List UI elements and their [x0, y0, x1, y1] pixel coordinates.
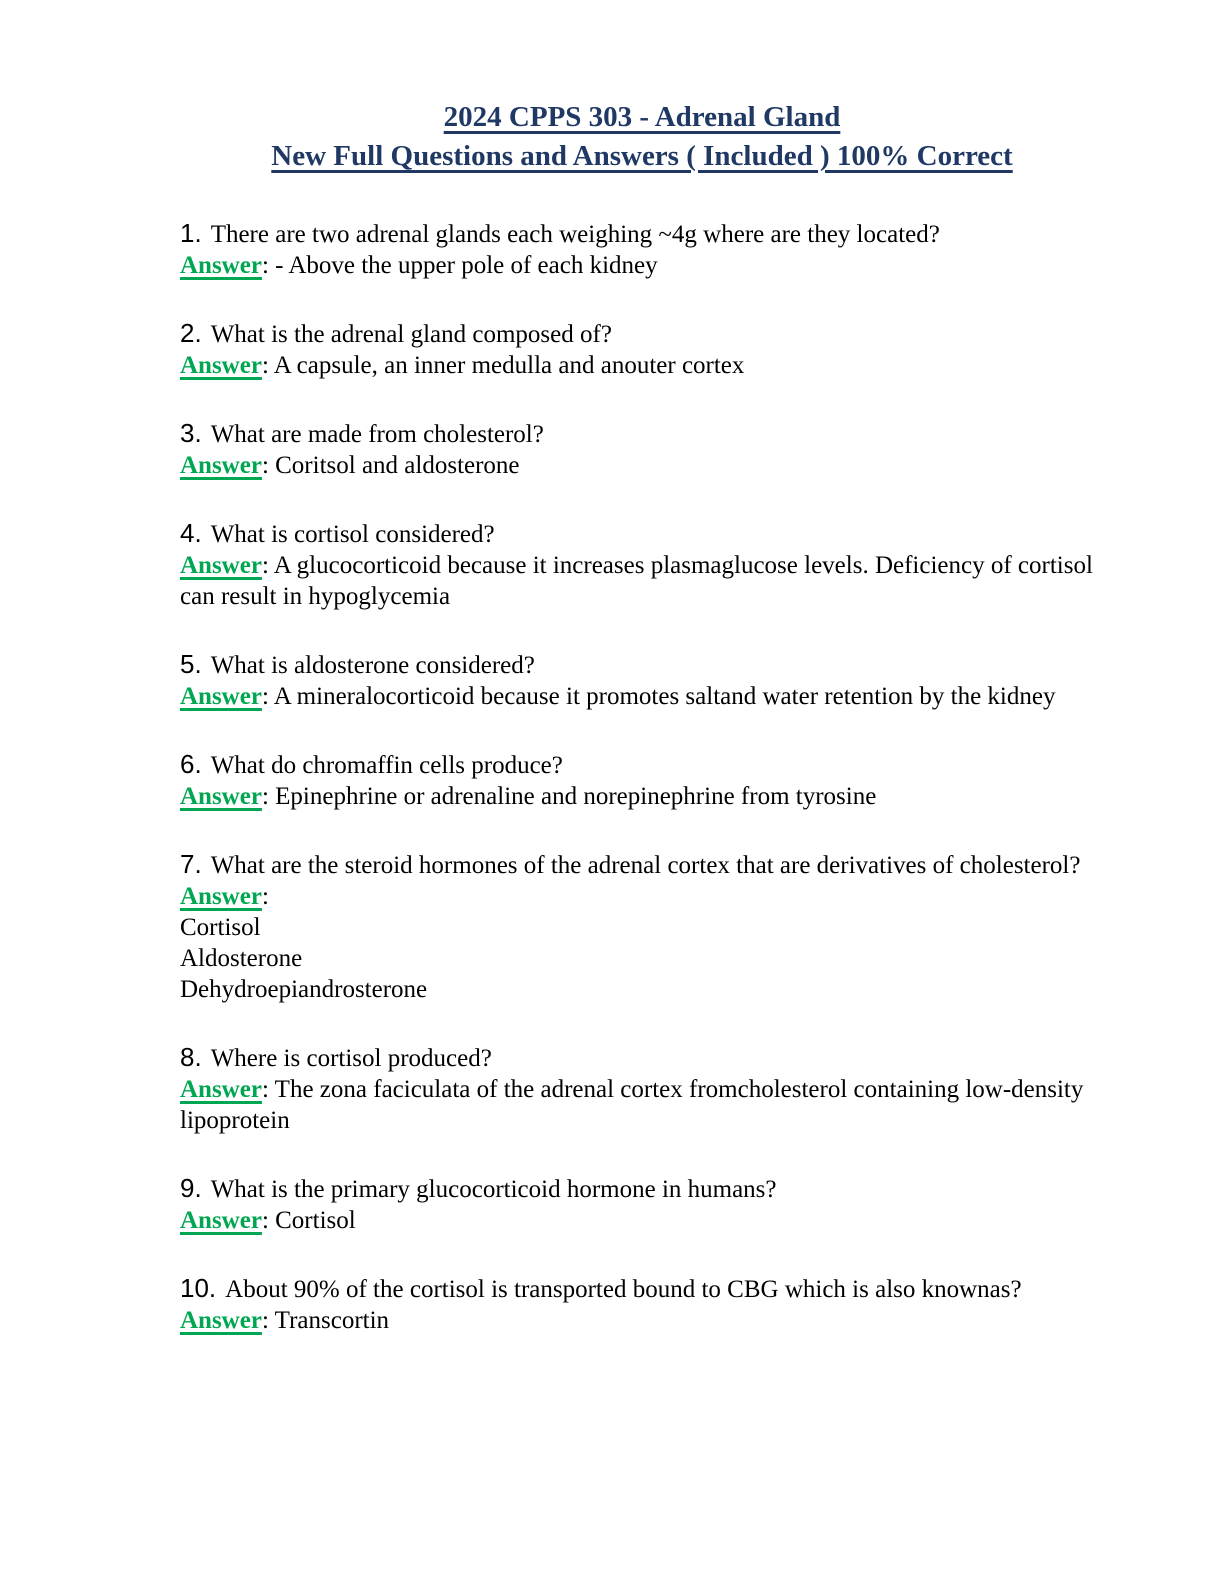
answer-text: : A mineralocorticoid because it promotes saltand water retention by the kidney	[261, 683, 1056, 710]
title-line-2: New Full Questions and Answers ( Included ) 100% Correct	[271, 140, 1013, 172]
question-number: 7.	[180, 849, 202, 879]
question-number: 5.	[180, 649, 202, 679]
document-title	[180, 98, 1104, 176]
answer-label: Answer	[180, 1307, 262, 1334]
answer-text: :	[261, 883, 269, 910]
answer-label: Answer	[180, 1207, 262, 1234]
question-line	[180, 1273, 1104, 1305]
title-line-1: 2024 CPPS 303 - Adrenal Gland	[443, 101, 841, 133]
answer-line	[180, 1205, 1104, 1236]
answer-label: Answer	[180, 452, 262, 479]
question-line	[180, 418, 1104, 450]
answer-list-item: Dehydroepiandrosterone	[180, 976, 428, 1003]
question-line	[180, 849, 1104, 881]
answer-line	[180, 1074, 1104, 1136]
question-number: 10.	[180, 1273, 217, 1303]
answer-label: Answer	[180, 252, 262, 279]
qa-item-3	[180, 418, 1104, 481]
answer-text: : Epinephrine or adrenaline and norepinephrine from tyrosine	[261, 783, 877, 810]
answer-line	[180, 350, 1104, 381]
qa-item-7	[180, 849, 1104, 1005]
qa-item-1	[180, 218, 1104, 281]
answer-line	[180, 250, 1104, 281]
answer-line	[180, 550, 1104, 612]
answer-text: : The zona faciculata of the adrenal cortex fromcholesterol containing low-density lipoprotein	[180, 1076, 1084, 1134]
answer-label: Answer	[180, 552, 262, 579]
answer-text: : Cortisol	[261, 1207, 356, 1234]
answer-line	[180, 1305, 1104, 1336]
answer-text: : - Above the upper pole of each kidney	[261, 252, 658, 279]
qa-item-10	[180, 1273, 1104, 1336]
question-line	[180, 1042, 1104, 1074]
question-number: 2.	[180, 318, 202, 348]
question-text: What is aldosterone considered?	[210, 652, 535, 679]
question-line	[180, 649, 1104, 681]
question-number: 8.	[180, 1042, 202, 1072]
question-number: 9.	[180, 1173, 202, 1203]
answer-line	[180, 681, 1104, 712]
qa-item-4	[180, 518, 1104, 612]
qa-list	[180, 218, 1104, 1336]
question-text: What do chromaffin cells produce?	[210, 752, 563, 779]
qa-item-2	[180, 318, 1104, 381]
question-text: About 90% of the cortisol is transported bound to CBG which is also knownas?	[225, 1276, 1022, 1303]
answer-label: Answer	[180, 1076, 262, 1103]
answer-text: : Coritsol and aldosterone	[261, 452, 520, 479]
question-text: What is the adrenal gland composed of?	[210, 321, 612, 348]
answer-line	[180, 781, 1104, 812]
answer-label: Answer	[180, 683, 262, 710]
answer-label: Answer	[180, 783, 262, 810]
answer-label: Answer	[180, 352, 262, 379]
question-text: What are the steroid hormones of the adrenal cortex that are derivatives of cholesterol?	[210, 852, 1081, 879]
question-text: Where is cortisol produced?	[210, 1045, 492, 1072]
answer-line	[180, 881, 1104, 912]
qa-item-5	[180, 649, 1104, 712]
question-number: 1.	[180, 218, 202, 248]
answer-list-item: Cortisol	[180, 914, 261, 941]
answer-label: Answer	[180, 883, 262, 910]
qa-item-6	[180, 749, 1104, 812]
question-text: What is cortisol considered?	[210, 521, 495, 548]
answer-text: : A glucocorticoid because it increases plasmaglucose levels. Deficiency of cortisol can result in hypoglycemia	[180, 552, 1093, 610]
question-text: What are made from cholesterol?	[210, 421, 544, 448]
answer-text: : A capsule, an inner medulla and anouter cortex	[261, 352, 745, 379]
answer-list-item: Aldosterone	[180, 945, 303, 972]
qa-item-9	[180, 1173, 1104, 1236]
qa-item-8	[180, 1042, 1104, 1136]
answer-text: : Transcortin	[261, 1307, 390, 1334]
question-line	[180, 318, 1104, 350]
question-line	[180, 218, 1104, 250]
answer-line	[180, 450, 1104, 481]
question-number: 3.	[180, 418, 202, 448]
question-number: 6.	[180, 749, 202, 779]
question-text: What is the primary glucocorticoid hormone in humans?	[210, 1176, 777, 1203]
question-number: 4.	[180, 518, 202, 548]
question-line	[180, 518, 1104, 550]
question-text: There are two adrenal glands each weighing ~4g where are they located?	[210, 221, 940, 248]
question-line	[180, 1173, 1104, 1205]
question-line	[180, 749, 1104, 781]
